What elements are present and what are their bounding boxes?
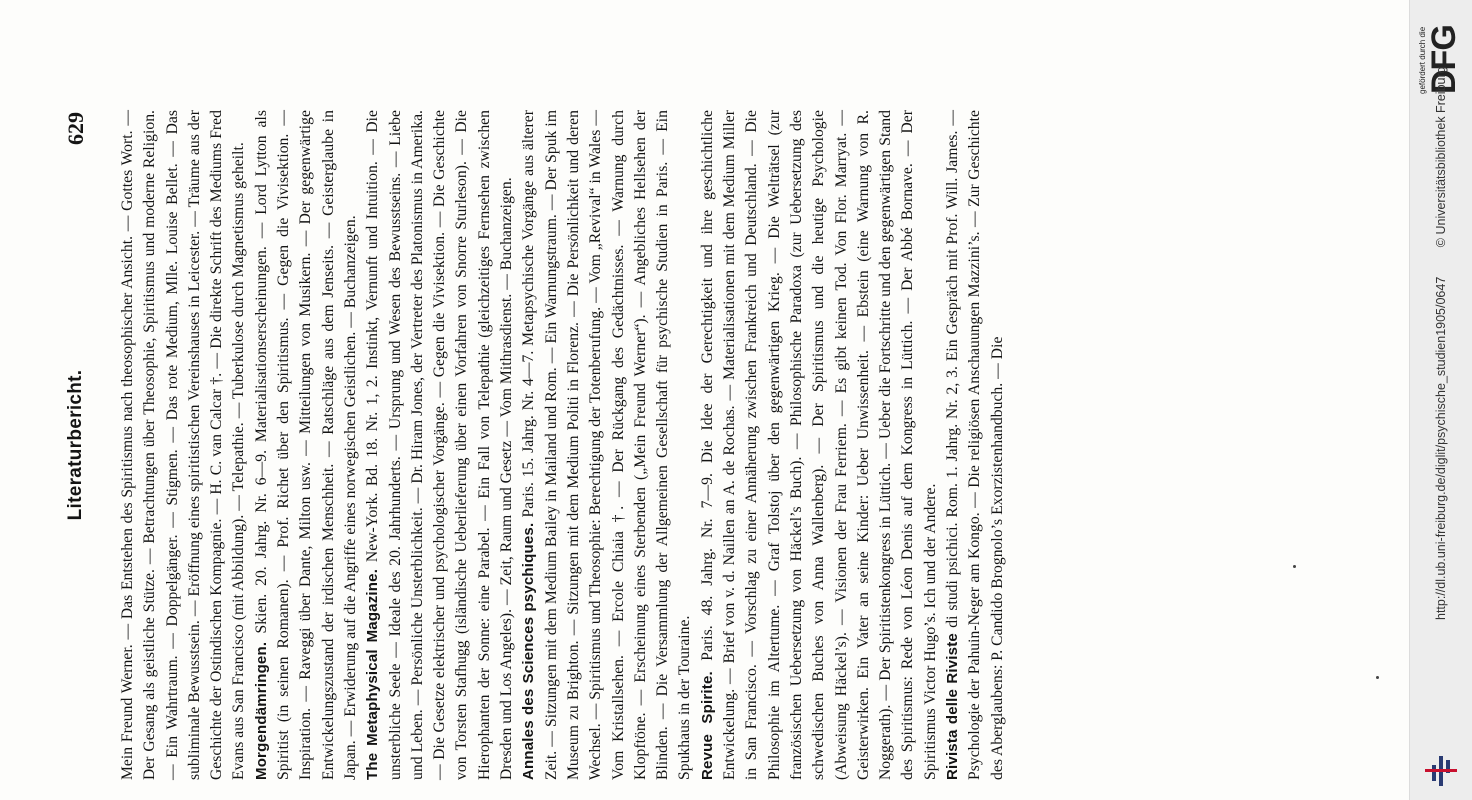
journal-entry bbox=[942, 110, 1009, 780]
entry-title: Morgendämringen. bbox=[252, 633, 270, 780]
entry-text: New-York. Bd. 18. Nr. 1, 2. Instinkt, Vernunft und Intuition. — Die unsterbliche Seele — Ideale des 20. Jahrhunderts. — Ursprung und Wesen des Bewusstseins. — Liebe und Leben. — Persönliche Unsterblichkeit. — Dr. Hiram Jones, der Vertreter des Platonismus in Amerika. — Die Gesetze elektrischer und psychologischer Vorgänge. — Gegen die Vivisektion. — Die Geschichte von Torsten Stafhugg (isländische Ueberlieferung über einen Vorfahren von Snorre Sturleson). — Die Hierophanten der Sonne: eine Parabel. — Ein Fall von Telepathie (gleichzeitiges Fernsehen zwischen Dresden und Los Angeles). — Zeit, Raum und Gesetz — Vom Mithrasdienst. — Buchanzeigen. bbox=[364, 110, 516, 780]
viewer-sidebar bbox=[1409, 0, 1472, 800]
source-url-link[interactable]: http://dl.ub.uni-freiburg.de/diglit/psychische_studien1905/0647 bbox=[1434, 276, 1448, 620]
entry-text: di studi psichici. Rom. 1. Jahrg. Nr. 2, 3. Ein Gespräch mit Prof. Will. James. — Psychologie der Pahuin-Neger am Kongo. — Die religiösen Anschauungen Mazzini’s. — Zur Geschichte des Aberglaubens: P. Candido Brognolo’s Exorzistenhandbuch. — Die bbox=[943, 110, 1006, 780]
sidebar-caption bbox=[1434, 20, 1449, 620]
journal-entry bbox=[697, 110, 942, 780]
funding-text: gefördert durch die bbox=[1418, 26, 1427, 94]
page-header bbox=[65, 110, 97, 780]
funding-logo: DFG bbox=[1425, 25, 1463, 94]
ub-freiburg-logo-icon bbox=[1423, 756, 1459, 786]
entry-title: Annales des Sciences psychiques. bbox=[520, 517, 538, 780]
scan-speck bbox=[1293, 565, 1296, 568]
book-page bbox=[65, 110, 1250, 780]
scan-speck bbox=[1376, 676, 1379, 679]
entry-text: Paris. 15. Jahrg. Nr. 4—7. Metapsychische Vorgänge aus älterer Zeit. — Sitzungen mit dem Medium Bailey in Mailand und Rom. — Ein Warnungstraum. — Der Spuk im Museum zu Brighton. — Sitzungen mit dem Medium Politi in Florenz. — Die Persönlichkeit und deren Wechsel. — Spiritismus und Theosophie: Berechtigung der Totenberufung. — Vom „Revival“ in Wales — Vom Kristallsehen. — Ercole Chiaia †. — Der Rückgang des Gedächtnisses. — Warnung durch Klopftöne. — Erscheinung eines Sterbenden („Mein Freund Werner“). — Angebliches Hellsehen der Blinden. — Die Versammlung der Allgemeinen Gesellschaft für psychische Studien in Paris. — Ein Spukhaus in der Touraine. bbox=[520, 110, 694, 780]
entry-title: The Metaphysical Magazine. bbox=[364, 562, 382, 780]
journal-entry bbox=[117, 110, 251, 780]
copyright-notice: © Universitätsbibliothek Freiburg bbox=[1434, 66, 1448, 248]
entry-text: Skien. 20. Jahrg. Nr. 6—9. Materialisationserscheinungen. — Lord Lytton als Spiritist (in seinen Romanen). — Prof. Richet über den Spiritismus. — Gegen die Vivisektion. — Inspiration. — Raveggi über Dante, Milton usw. — Mitteilungen von Musikern. — Der gegenwärtige Entwickelungszustand der irdischen Menschheit. — Ratschläge aus dem Jenseits. — Geisterglaube in Japan. — Erwiderung auf die Angriffe eines norwegischen Geistlichen. — Buchanzeigen. bbox=[252, 109, 359, 780]
entry-text: Paris. 48. Jahrg. Nr. 7—9. Die Idee der Gerechtigkeit und ihre geschichtliche Entwickelung. — Brief von v. d. Naillen an A. de Rochas. — Materialisationen mit dem Medium Miller in San Francisco. — Vorschlag zu einer Annäherung zwischen Frankreich und Deutschland. — Die Philosophie im Altertume. — Graf Tolstoj über den gegenwärtigen Krieg. — Die Welträtsel (zur französischen Uebersetzung von Häckel’s Buch). — Philosophische Paradoxa (zur Uebersetzung des schwedischen Buches von Anna Wallenberg). — Der Spiritismus und die heutige Psychologie (Abweisung Häckel’s). — Visionen der Frau Ferriem. — Es gibt keinen Tod. Von Flor. Marryat. — Geisterwirken. Ein Vater an seine Kinder: Ueber Unwissenheit. — Ebstein (eine Warnung von R. Noggerath). — Der Spiritistenkongress in Lüttich. — Ueber die Fortschritte und den gegenwärtigen Stand des Spiritismus: Rede von Léon Denis auf dem Kongress in Lüttich. — Der Abbé Bornave. — Der Spiritismus Victor Hugo’s. Ich und der Andere. bbox=[698, 110, 939, 780]
journal-entry bbox=[518, 110, 696, 780]
page-number: 629 bbox=[63, 112, 88, 145]
entry-title: Revue Spirite. bbox=[698, 660, 716, 780]
entry-title: Rivista delle Riviste bbox=[943, 627, 961, 780]
journal-entry bbox=[251, 110, 362, 780]
journal-entry bbox=[362, 110, 518, 780]
page-body bbox=[117, 110, 1009, 780]
running-head: Literaturbericht. bbox=[65, 369, 86, 521]
entry-text: Mein Freund Werner. — Das Entstehen des Spiritismus nach theosophischer Ansicht. — Gottes Wort. — Der Gesang als geistliche Stütze. — Betrachtungen über Theosophie, Spiritismus und moderne Religion. — Ein Wahrtraum. — Doppelgänger. — Stigmen. — Das rote Medium, Mlle. Louise Bellet. — Das subliminale Bewusstsein. — Eröffnung eines spiritistischen Vereinshauses in Leicester. — Träume aus der Geschichte der Ostindischen Kompagnie. — H. C. van Calcar †. — Die direkte Schrift des Mediums Fred Evans aus San Francisco (mit Abbildung). — Telepathie. — Tuberkulose durch Magnetismus geheilt. bbox=[119, 110, 248, 780]
